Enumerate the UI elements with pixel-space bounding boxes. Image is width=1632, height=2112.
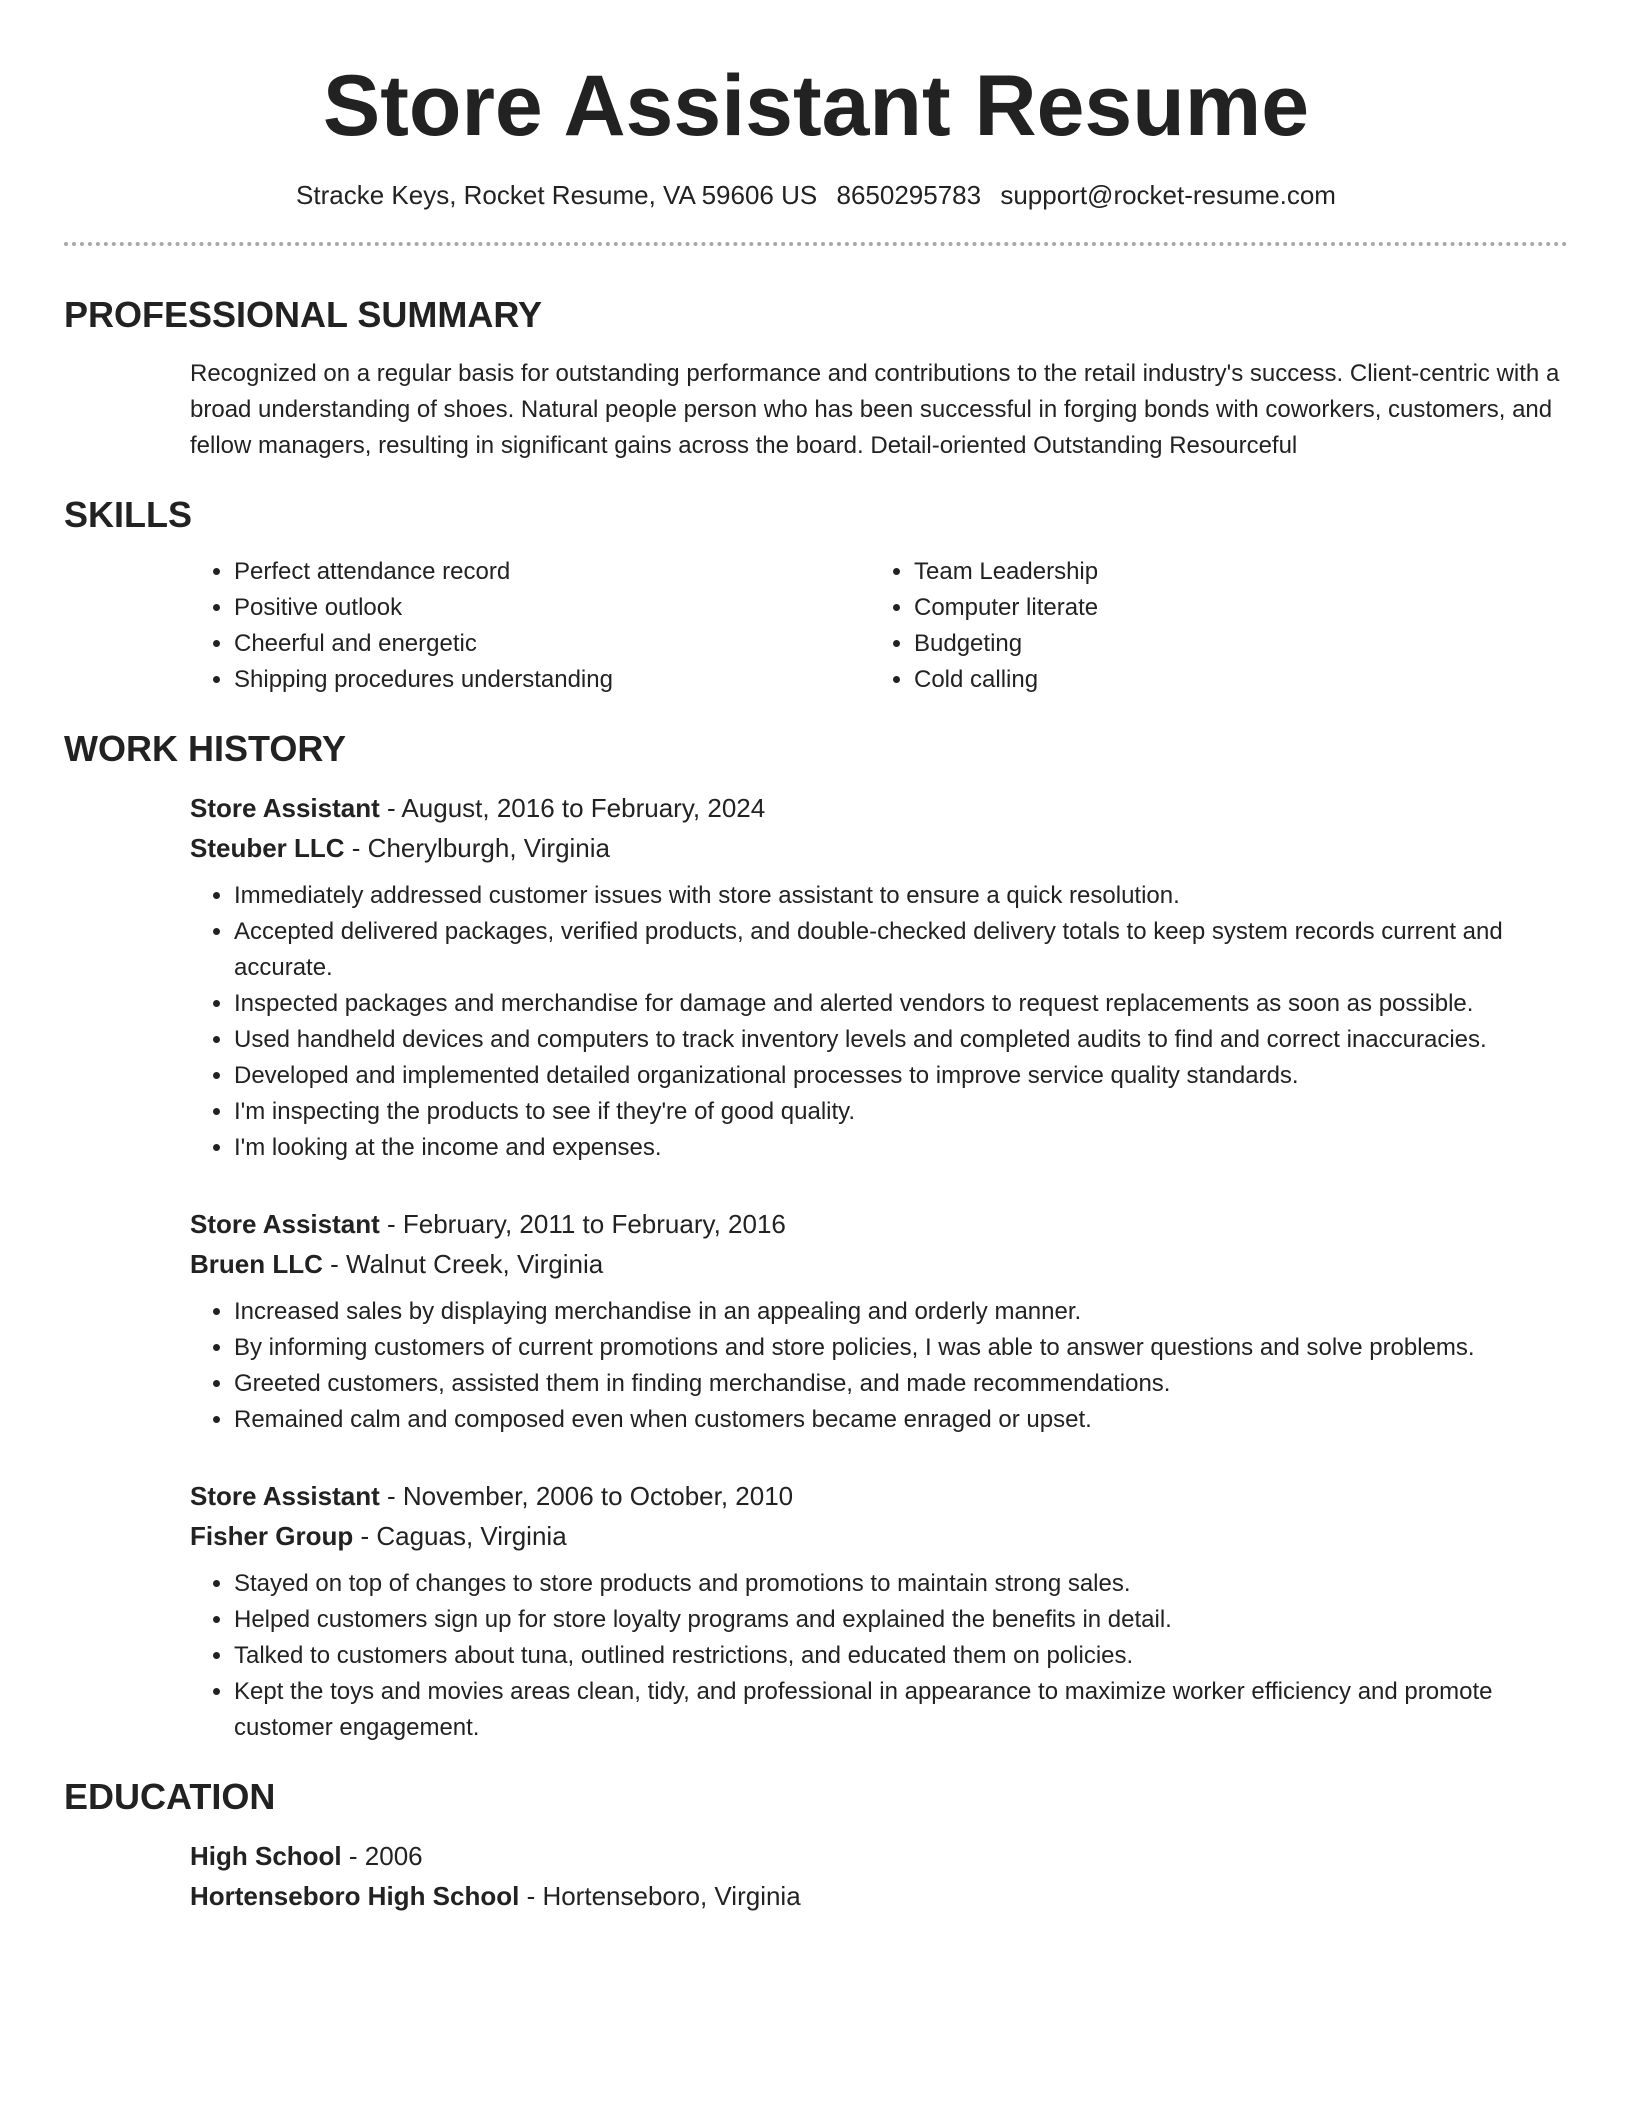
job-bullet: • By informing customers of current promotions and store policies, I was able to answer questions and solve problems. xyxy=(234,1330,1568,1366)
education-location: - Hortenseboro, Virginia xyxy=(519,1881,801,1911)
job-bullet: • Increased sales by displaying merchandise in an appealing and orderly manner. xyxy=(234,1294,1568,1330)
job-bullet-list xyxy=(190,1566,1568,1746)
job-company-line xyxy=(190,1516,1568,1556)
summary-text: Recognized on a regular basis for outstanding performance and contributions to the retail industry's success. Client-centric with a broad understanding of shoes. Natural people person who has been successful in forging bonds with coworkers, customers, and fellow managers, resulting in significant gains across the board. Detail-oriented Outstanding Resourceful xyxy=(190,360,1560,459)
job-title: Store Assistant xyxy=(190,1481,380,1511)
job-bullet: • Helped customers sign up for store loyalty programs and explained the benefits in detail. xyxy=(234,1602,1568,1638)
education-school-line xyxy=(190,1876,1568,1916)
job-bullet: • Talked to customers about tuna, outlined restrictions, and educated them on policies. xyxy=(234,1638,1568,1674)
skill-item: • Cheerful and energetic xyxy=(234,626,870,662)
education-heading: EDUCATION xyxy=(64,1776,276,1817)
job-entry xyxy=(190,1476,1568,1746)
summary-heading: PROFESSIONAL SUMMARY xyxy=(64,294,543,335)
job-location: - Caguas, Virginia xyxy=(353,1521,567,1551)
education-degree-line xyxy=(190,1836,1568,1876)
skill-item: • Perfect attendance record xyxy=(234,554,870,590)
job-dates: - February, 2011 to February, 2016 xyxy=(379,1209,786,1239)
work-history-section xyxy=(64,728,1568,1746)
job-dates: - August, 2016 to February, 2024 xyxy=(379,793,766,823)
job-title: Store Assistant xyxy=(190,793,380,823)
contact-phone: 8650295783 xyxy=(836,180,982,210)
skills-section xyxy=(64,494,1568,698)
summary-body xyxy=(64,356,1568,464)
job-company: Bruen LLC xyxy=(190,1249,323,1279)
education-body xyxy=(64,1836,1568,1916)
job-bullet: • Used handheld devices and computers to track inventory levels and completed audits to find and correct inaccuracies. xyxy=(234,1022,1568,1058)
job-location: - Cherylburgh, Virginia xyxy=(344,833,610,863)
skills-list-left xyxy=(190,554,870,698)
job-bullet-list xyxy=(190,1294,1568,1438)
education-section xyxy=(64,1776,1568,1916)
skill-item: • Team Leadership xyxy=(914,554,1550,590)
job-entry xyxy=(190,1204,1568,1438)
skill-item: • Shipping procedures understanding xyxy=(234,662,870,698)
job-title: Store Assistant xyxy=(190,1209,380,1239)
contact-line xyxy=(64,178,1568,212)
work-history-body xyxy=(64,788,1568,1746)
skill-item: • Computer literate xyxy=(914,590,1550,626)
education-degree: High School xyxy=(190,1841,342,1871)
skills-body xyxy=(64,554,1568,698)
job-bullet: • Remained calm and composed even when customers became enraged or upset. xyxy=(234,1402,1568,1438)
job-bullet: • Inspected packages and merchandise for damage and alerted vendors to request replacements as soon as possible. xyxy=(234,986,1568,1022)
job-bullet: • I'm inspecting the products to see if they're of good quality. xyxy=(234,1094,1568,1130)
job-bullet: • Stayed on top of changes to store products and promotions to maintain strong sales. xyxy=(234,1566,1568,1602)
job-bullet: • Kept the toys and movies areas clean, tidy, and professional in appearance to maximize worker efficiency and promote customer engagement. xyxy=(234,1674,1568,1746)
job-title-line xyxy=(190,1204,1568,1244)
job-bullet: • Greeted customers, assisted them in finding merchandise, and made recommendations. xyxy=(234,1366,1568,1402)
job-location: - Walnut Creek, Virginia xyxy=(322,1249,604,1279)
resume-title: Store Assistant Resume xyxy=(322,58,1310,154)
summary-section xyxy=(64,294,1568,464)
job-company: Steuber LLC xyxy=(190,833,345,863)
education-school: Hortenseboro High School xyxy=(190,1881,520,1911)
work-history-heading: WORK HISTORY xyxy=(64,728,347,769)
header-divider xyxy=(64,242,1568,246)
job-company-line xyxy=(190,1244,1568,1284)
job-dates: - November, 2006 to October, 2010 xyxy=(379,1481,794,1511)
job-company: Fisher Group xyxy=(190,1521,354,1551)
job-title-line xyxy=(190,1476,1568,1516)
education-entry xyxy=(190,1836,1568,1916)
job-bullet: • Developed and implemented detailed organizational processes to improve service quality standards. xyxy=(234,1058,1568,1094)
job-entry xyxy=(190,788,1568,1166)
contact-address: Stracke Keys, Rocket Resume, VA 59606 US xyxy=(296,180,818,210)
job-title-line xyxy=(190,788,1568,828)
job-bullet: • Accepted delivered packages, verified products, and double-checked delivery totals to keep system records current and accurate. xyxy=(234,914,1568,986)
skill-item: • Budgeting xyxy=(914,626,1550,662)
contact-email: support@rocket-resume.com xyxy=(1000,180,1336,210)
job-bullet: • Immediately addressed customer issues with store assistant to ensure a quick resolution. xyxy=(234,878,1568,914)
job-company-line xyxy=(190,828,1568,868)
skills-heading: SKILLS xyxy=(64,494,193,535)
job-bullet: • I'm looking at the income and expenses. xyxy=(234,1130,1568,1166)
education-year: - 2006 xyxy=(341,1841,423,1871)
skill-item: • Positive outlook xyxy=(234,590,870,626)
resume-header xyxy=(64,0,1568,212)
skill-item: • Cold calling xyxy=(914,662,1550,698)
job-bullet-list xyxy=(190,878,1568,1166)
skills-list-right xyxy=(870,554,1550,698)
skills-grid xyxy=(190,554,1568,698)
